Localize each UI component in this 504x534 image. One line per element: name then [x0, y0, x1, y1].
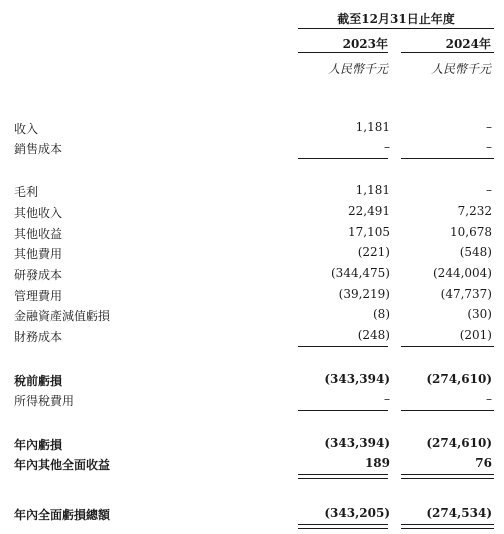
row-loss-before-tax	[0, 372, 504, 390]
subtotal-rule	[401, 410, 494, 411]
double-rule	[401, 478, 494, 479]
header-rule	[298, 28, 494, 29]
value-2023: 189	[364, 456, 390, 470]
row-other-comprehensive-income	[0, 456, 504, 474]
double-rule	[401, 474, 494, 475]
row-total-comprehensive-loss	[0, 506, 504, 524]
value-2024: (201)	[459, 328, 492, 342]
value-2023: (248)	[357, 328, 390, 342]
value-2024: 76	[475, 456, 492, 470]
row-cost-of-sales	[0, 140, 504, 158]
col-2024-header-rule	[401, 52, 494, 53]
value-2023: –	[384, 140, 390, 154]
row-label: 稅前虧損	[14, 374, 63, 388]
subtotal-rule	[298, 158, 388, 159]
row-label: 收入	[14, 122, 39, 136]
row-loss-for-year	[0, 436, 504, 454]
row-label: 年內全面虧損總額	[14, 508, 111, 522]
row-label: 銷售成本	[14, 142, 63, 156]
value-2023: 17,105	[348, 225, 390, 239]
value-2024: 7,232	[457, 204, 492, 218]
value-2024: (548)	[459, 245, 492, 259]
row-rd-costs	[0, 266, 504, 284]
row-admin-expenses	[0, 287, 504, 305]
value-2023: 1,181	[355, 120, 390, 134]
row-label: 其他收益	[14, 227, 63, 241]
row-finance-costs	[0, 328, 504, 346]
row-label: 年內虧損	[14, 438, 63, 452]
row-revenue	[0, 120, 504, 138]
row-label: 研發成本	[14, 268, 63, 282]
value-2023: –	[384, 392, 390, 406]
value-2024: (274,534)	[426, 506, 492, 520]
value-2024: (47,737)	[440, 287, 492, 301]
row-gross-profit	[0, 183, 504, 201]
value-2023: (343,205)	[324, 506, 390, 520]
col-2023-unit: 人民幣千元	[327, 62, 388, 76]
col-2023-header-rule	[298, 52, 388, 53]
row-label: 其他收入	[14, 206, 63, 220]
double-rule	[401, 524, 494, 525]
value-2024: –	[486, 392, 492, 406]
value-2023: (343,394)	[324, 372, 390, 386]
row-other-expenses	[0, 245, 504, 263]
value-2024: (274,610)	[426, 372, 492, 386]
row-label: 管理費用	[14, 289, 63, 303]
row-label: 財務成本	[14, 330, 63, 344]
value-2023: (8)	[373, 307, 390, 321]
value-2024: –	[486, 183, 492, 197]
double-rule	[401, 528, 494, 529]
period-header: 截至12月31日止年度	[337, 12, 455, 26]
row-label: 所得稅費用	[14, 394, 75, 408]
double-rule	[298, 524, 388, 525]
col-2024-header: 2024年	[445, 37, 491, 51]
double-rule	[298, 474, 388, 475]
subtotal-rule	[298, 410, 388, 411]
row-label: 其他費用	[14, 247, 63, 261]
value-2023: (221)	[357, 245, 390, 259]
subtotal-rule	[298, 346, 388, 347]
value-2024: –	[486, 140, 492, 154]
value-2023: (39,219)	[338, 287, 390, 301]
subtotal-rule	[401, 158, 494, 159]
double-rule	[298, 528, 388, 529]
row-label: 金融資產減值虧損	[14, 309, 111, 323]
row-label: 年內其他全面收益	[14, 458, 111, 472]
value-2024: (244,004)	[433, 266, 492, 280]
row-other-income	[0, 204, 504, 222]
col-2023-header: 2023年	[342, 37, 388, 51]
double-rule	[298, 478, 388, 479]
value-2023: (343,394)	[324, 436, 390, 450]
value-2024: 10,678	[450, 225, 492, 239]
value-2024: (274,610)	[426, 436, 492, 450]
value-2024: (30)	[467, 307, 492, 321]
value-2024: –	[486, 120, 492, 134]
row-label: 毛利	[14, 185, 39, 199]
value-2023: 1,181	[355, 183, 390, 197]
subtotal-rule	[401, 346, 494, 347]
col-2024-unit: 人民幣千元	[430, 62, 491, 76]
row-impairment-loss	[0, 307, 504, 325]
value-2023: 22,491	[348, 204, 390, 218]
value-2023: (344,475)	[331, 266, 390, 280]
row-other-gains	[0, 225, 504, 243]
row-income-tax	[0, 392, 504, 410]
